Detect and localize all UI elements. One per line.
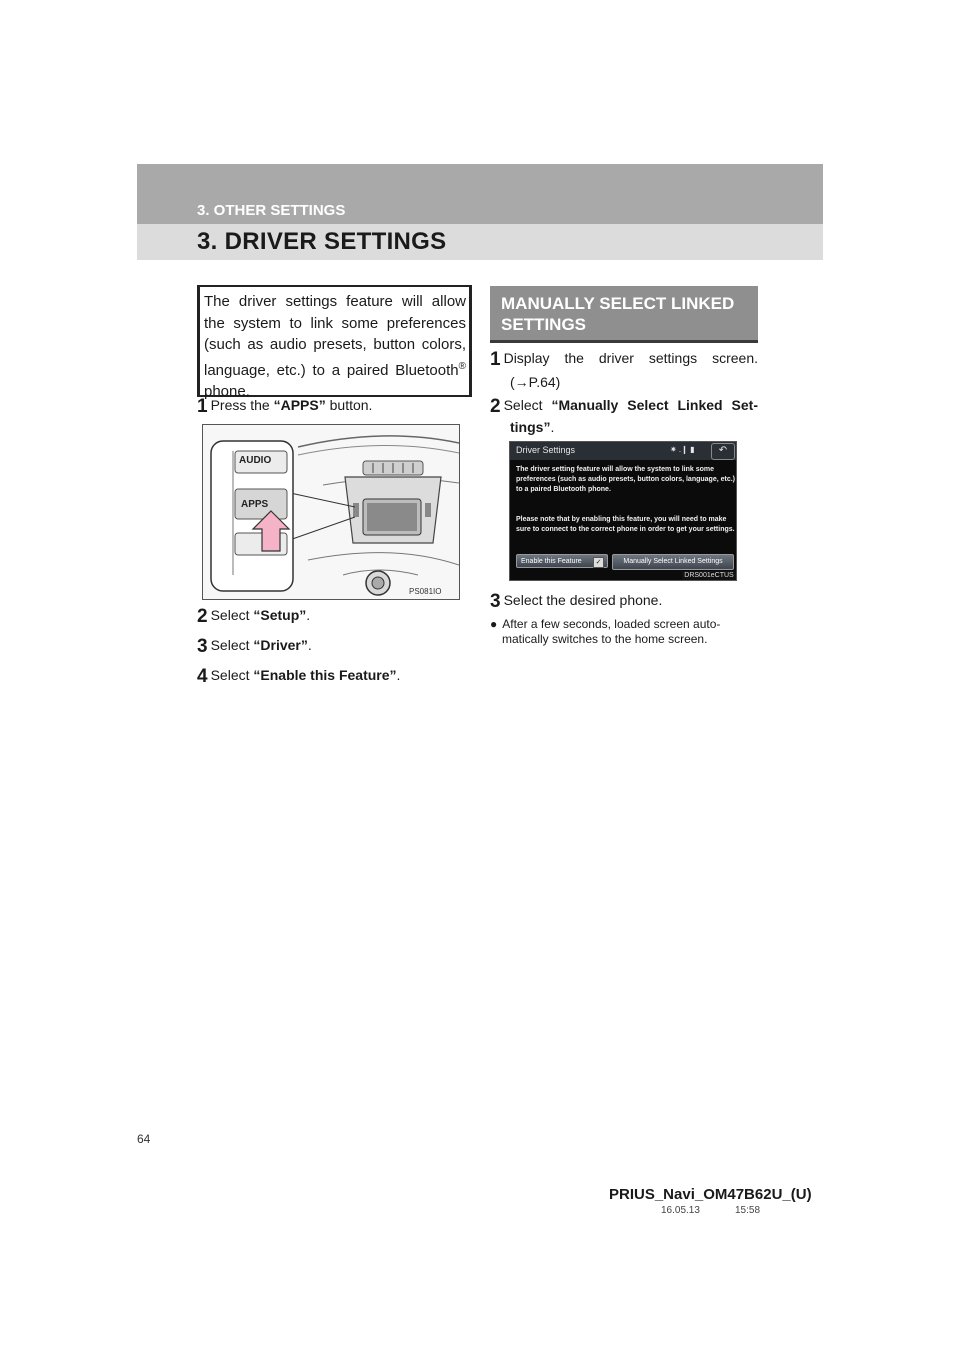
section-label: 3. OTHER SETTINGS: [197, 202, 346, 219]
page-title: 3. DRIVER SETTINGS: [197, 228, 447, 255]
note-text: ● After a few seconds, loaded screen auto- matically switches to the home screen.: [490, 617, 721, 646]
step-1-press-apps: 1 Press the “APPS” button.: [197, 396, 373, 417]
screen-title: Driver Settings: [516, 445, 576, 455]
step-2-select-setup: 2 Select “Setup”.: [197, 606, 311, 627]
intro-box: [197, 285, 472, 400]
apps-button-label: APPS: [241, 499, 269, 510]
back-icon: ↶: [711, 443, 735, 460]
screen-paragraph-2: Please note that by enabling this feature, you will need to make sure to connect to the correct phone in order to get your settings.: [516, 516, 735, 533]
screen-paragraph-1: The driver setting feature will allow the system to link some preferences (such as audio presets, button colors, language, etc.) to a paired Bluetooth phone.: [516, 466, 735, 493]
dashboard-illustration: [202, 424, 460, 600]
print-time: 15:58: [735, 1205, 761, 1216]
page-number: 64: [137, 1132, 151, 1146]
manual-select-button: Manually Select Linked Settings: [612, 554, 734, 570]
manual-step-3: 3 Select the desired phone.: [490, 591, 663, 612]
manual-step-2: 2 Select “Manually Select Linked Set-: [490, 396, 758, 417]
intro-text: The driver settings feature will allow the system to link some preferences (such as audio presets, button colors, language, etc.) to a paired Bluetooth® phone.: [204, 293, 466, 400]
step-4-enable-feature: 4 Select “Enable this Feature”.: [197, 666, 401, 687]
audio-button-label: AUDIO: [239, 455, 272, 466]
registered-mark: ®: [458, 360, 466, 372]
step-3-select-driver: 3 Select “Driver”.: [197, 636, 312, 657]
document-id: PRIUS_Navi_OM47B62U_(U): [609, 1186, 812, 1203]
dashboard-drawing: [203, 425, 459, 599]
driver-settings-screenshot: [509, 441, 737, 581]
page-reference: (→P.64): [510, 374, 561, 390]
section-heading-text: MANUALLY SELECT LINKED SETTINGS: [501, 294, 735, 334]
status-icons: ✷ .❙ ▮: [670, 445, 695, 454]
bullet-icon: ●: [490, 617, 498, 631]
print-date: 16.05.13: [661, 1205, 700, 1216]
checkbox-icon: ✓: [593, 557, 604, 568]
screen-image-code: DRS001eCTUS: [682, 571, 736, 580]
enable-feature-button: Enable this Feature ✓: [516, 554, 608, 568]
manual-step-2-continued: tings”.: [510, 419, 555, 435]
manual-step-1: 1 Display the driver settings screen.: [490, 349, 758, 370]
section-heading-manual: [490, 286, 758, 343]
image-code: PS081IO: [409, 587, 442, 596]
